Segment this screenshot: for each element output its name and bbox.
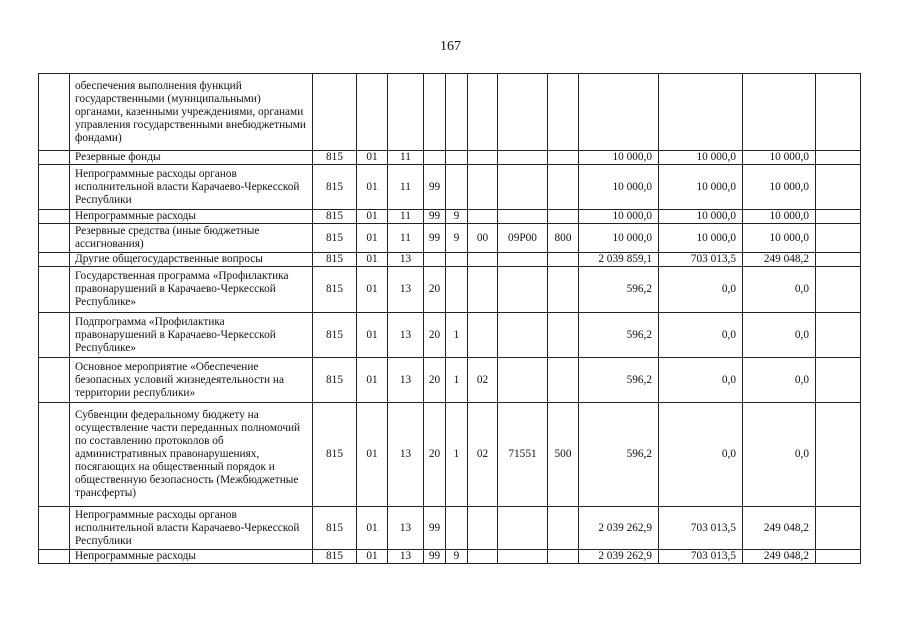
row-name: Другие общегосударственные вопросы: [70, 253, 313, 267]
cell-event: 02: [468, 403, 498, 507]
cell-vr: [548, 507, 579, 550]
row-margin-cell: [39, 165, 70, 210]
cell-event: 02: [468, 358, 498, 403]
cell-pr: [388, 74, 424, 151]
cell-sum-2024: 703 013,5: [659, 253, 743, 267]
cell-sum-2023: 2 039 262,9: [579, 550, 659, 564]
row-name: Непрограммные расходы органов исполнительной власти Карачаево-Черкесской Республики: [70, 507, 313, 550]
cell-event: [468, 313, 498, 358]
cell-event: [468, 165, 498, 210]
cell-program: [424, 253, 446, 267]
row-margin-cell: [39, 403, 70, 507]
cell-sum-2023: 596,2: [579, 403, 659, 507]
cell-pr: 11: [388, 210, 424, 224]
cell-glava: 815: [313, 507, 357, 550]
cell-sum-2023: [579, 74, 659, 151]
cell-vr: [548, 210, 579, 224]
cell-subprogram: [446, 165, 468, 210]
cell-event: [468, 550, 498, 564]
cell-sum-2025: 249 048,2: [743, 253, 816, 267]
row-margin-cell: [39, 550, 70, 564]
row-margin-cell: [816, 358, 861, 403]
cell-program: 99: [424, 210, 446, 224]
cell-sum-2024: 10 000,0: [659, 210, 743, 224]
cell-rz: 01: [357, 253, 388, 267]
row-margin-cell: [816, 74, 861, 151]
cell-rz: 01: [357, 550, 388, 564]
cell-direction: [498, 267, 548, 313]
cell-sum-2023: 10 000,0: [579, 151, 659, 165]
row-margin-cell: [39, 358, 70, 403]
table-row: [39, 210, 861, 224]
row-margin-cell: [816, 267, 861, 313]
cell-direction: [498, 313, 548, 358]
table-row: [39, 313, 861, 358]
row-name: Основное мероприятие «Обеспечение безопасных условий жизнедеятельности на территории республики»: [70, 358, 313, 403]
cell-sum-2025: 0,0: [743, 358, 816, 403]
table-row: [39, 403, 861, 507]
row-name: Непрограммные расходы: [70, 210, 313, 224]
cell-program: 20: [424, 313, 446, 358]
cell-subprogram: [446, 74, 468, 151]
cell-event: [468, 253, 498, 267]
cell-program: 99: [424, 224, 446, 253]
cell-vr: [548, 313, 579, 358]
table-row: [39, 267, 861, 313]
cell-sum-2023: 10 000,0: [579, 165, 659, 210]
row-margin-cell: [816, 507, 861, 550]
row-margin-cell: [39, 74, 70, 151]
cell-subprogram: [446, 253, 468, 267]
cell-program: [424, 151, 446, 165]
cell-rz: 01: [357, 358, 388, 403]
cell-subprogram: 1: [446, 403, 468, 507]
cell-sum-2024: 10 000,0: [659, 224, 743, 253]
cell-pr: 13: [388, 253, 424, 267]
cell-rz: 01: [357, 507, 388, 550]
cell-rz: 01: [357, 165, 388, 210]
row-margin-cell: [816, 550, 861, 564]
cell-pr: 11: [388, 224, 424, 253]
cell-subprogram: 1: [446, 358, 468, 403]
cell-direction: [498, 151, 548, 165]
row-name: Субвенции федеральному бюджету на осуществление части переданных полномочий по составлению протоколов об административных правонарушениях, посягающих на общественный порядок и общественную безопасность (Межбюджетные трансферты): [70, 403, 313, 507]
cell-subprogram: 9: [446, 550, 468, 564]
cell-sum-2025: [743, 74, 816, 151]
cell-subprogram: [446, 267, 468, 313]
cell-event: [468, 210, 498, 224]
cell-sum-2024: 0,0: [659, 267, 743, 313]
cell-sum-2025: 249 048,2: [743, 550, 816, 564]
row-margin-cell: [816, 403, 861, 507]
cell-vr: [548, 151, 579, 165]
cell-direction: [498, 74, 548, 151]
cell-glava: 815: [313, 253, 357, 267]
cell-event: [468, 507, 498, 550]
cell-program: 20: [424, 403, 446, 507]
cell-direction: [498, 507, 548, 550]
row-margin-cell: [39, 507, 70, 550]
cell-glava: 815: [313, 165, 357, 210]
table-row: [39, 165, 861, 210]
cell-sum-2023: 596,2: [579, 313, 659, 358]
cell-rz: 01: [357, 313, 388, 358]
row-name: Подпрограмма «Профилактика правонарушений в Карачаево-Черкесской Республике»: [70, 313, 313, 358]
cell-sum-2024: 0,0: [659, 403, 743, 507]
row-margin-cell: [816, 253, 861, 267]
cell-rz: 01: [357, 151, 388, 165]
cell-program: 99: [424, 550, 446, 564]
cell-glava: 815: [313, 267, 357, 313]
cell-glava: 815: [313, 210, 357, 224]
cell-sum-2025: 10 000,0: [743, 165, 816, 210]
cell-sum-2025: 249 048,2: [743, 507, 816, 550]
row-margin-cell: [816, 313, 861, 358]
row-margin-cell: [816, 165, 861, 210]
table-row: [39, 550, 861, 564]
cell-event: 00: [468, 224, 498, 253]
row-margin-cell: [39, 267, 70, 313]
row-name: обеспечения выполнения функций государственными (муниципальными) органами, казенными учреждениями, органами управления государственными внебюджетными фондами): [70, 74, 313, 151]
cell-program: [424, 74, 446, 151]
cell-glava: 815: [313, 151, 357, 165]
cell-glava: 815: [313, 224, 357, 253]
cell-vr: [548, 550, 579, 564]
table-row: [39, 358, 861, 403]
cell-event: [468, 151, 498, 165]
cell-rz: 01: [357, 210, 388, 224]
cell-subprogram: [446, 507, 468, 550]
cell-sum-2023: 596,2: [579, 358, 659, 403]
table-row: [39, 151, 861, 165]
cell-rz: 01: [357, 224, 388, 253]
cell-subprogram: [446, 151, 468, 165]
table-row: [39, 224, 861, 253]
budget-table: [38, 73, 861, 564]
cell-subprogram: 9: [446, 210, 468, 224]
row-margin-cell: [39, 253, 70, 267]
cell-vr: [548, 165, 579, 210]
cell-glava: 815: [313, 550, 357, 564]
row-name: Государственная программа «Профилактика правонарушений в Карачаево-Черкесской Республике»: [70, 267, 313, 313]
cell-pr: 11: [388, 165, 424, 210]
row-name: Непрограммные расходы органов исполнительной власти Карачаево-Черкесской Республики: [70, 165, 313, 210]
cell-sum-2024: [659, 74, 743, 151]
cell-program: 20: [424, 358, 446, 403]
cell-pr: 13: [388, 507, 424, 550]
row-name: Резервные средства (иные бюджетные ассигнования): [70, 224, 313, 253]
row-margin-cell: [39, 224, 70, 253]
cell-direction: [498, 210, 548, 224]
cell-pr: 13: [388, 313, 424, 358]
cell-sum-2024: 10 000,0: [659, 151, 743, 165]
table-row: [39, 253, 861, 267]
cell-sum-2025: 10 000,0: [743, 151, 816, 165]
page-number: 167: [440, 39, 461, 54]
cell-direction: [498, 165, 548, 210]
cell-glava: 815: [313, 313, 357, 358]
row-name: Резервные фонды: [70, 151, 313, 165]
cell-vr: [548, 267, 579, 313]
row-margin-cell: [39, 313, 70, 358]
cell-sum-2025: 10 000,0: [743, 224, 816, 253]
table-row: [39, 507, 861, 550]
cell-pr: 13: [388, 358, 424, 403]
cell-sum-2023: 10 000,0: [579, 210, 659, 224]
cell-sum-2024: 703 013,5: [659, 507, 743, 550]
row-name: Непрограммные расходы: [70, 550, 313, 564]
cell-sum-2023: 596,2: [579, 267, 659, 313]
cell-pr: 13: [388, 403, 424, 507]
row-margin-cell: [816, 151, 861, 165]
cell-sum-2025: 0,0: [743, 267, 816, 313]
cell-direction: [498, 358, 548, 403]
cell-sum-2025: 10 000,0: [743, 210, 816, 224]
cell-rz: [357, 74, 388, 151]
cell-glava: [313, 74, 357, 151]
cell-vr: 800: [548, 224, 579, 253]
cell-program: 99: [424, 165, 446, 210]
cell-pr: 13: [388, 267, 424, 313]
cell-event: [468, 267, 498, 313]
cell-sum-2024: 0,0: [659, 313, 743, 358]
cell-subprogram: 1: [446, 313, 468, 358]
cell-direction: [498, 550, 548, 564]
cell-sum-2023: 2 039 262,9: [579, 507, 659, 550]
table-row: [39, 74, 861, 151]
row-margin-cell: [816, 224, 861, 253]
cell-sum-2024: 10 000,0: [659, 165, 743, 210]
row-margin-cell: [39, 210, 70, 224]
cell-direction: 71551: [498, 403, 548, 507]
cell-sum-2024: 0,0: [659, 358, 743, 403]
cell-sum-2025: 0,0: [743, 403, 816, 507]
cell-event: [468, 74, 498, 151]
cell-sum-2023: 10 000,0: [579, 224, 659, 253]
cell-sum-2023: 2 039 859,1: [579, 253, 659, 267]
cell-pr: 11: [388, 151, 424, 165]
cell-rz: 01: [357, 267, 388, 313]
cell-vr: 500: [548, 403, 579, 507]
cell-pr: 13: [388, 550, 424, 564]
cell-vr: [548, 253, 579, 267]
cell-direction: 09Р00: [498, 224, 548, 253]
cell-vr: [548, 74, 579, 151]
cell-vr: [548, 358, 579, 403]
cell-direction: [498, 253, 548, 267]
row-margin-cell: [816, 210, 861, 224]
row-margin-cell: [39, 151, 70, 165]
cell-glava: 815: [313, 403, 357, 507]
cell-sum-2024: 703 013,5: [659, 550, 743, 564]
cell-subprogram: 9: [446, 224, 468, 253]
cell-glava: 815: [313, 358, 357, 403]
cell-program: 99: [424, 507, 446, 550]
cell-rz: 01: [357, 403, 388, 507]
cell-program: 20: [424, 267, 446, 313]
cell-sum-2025: 0,0: [743, 313, 816, 358]
